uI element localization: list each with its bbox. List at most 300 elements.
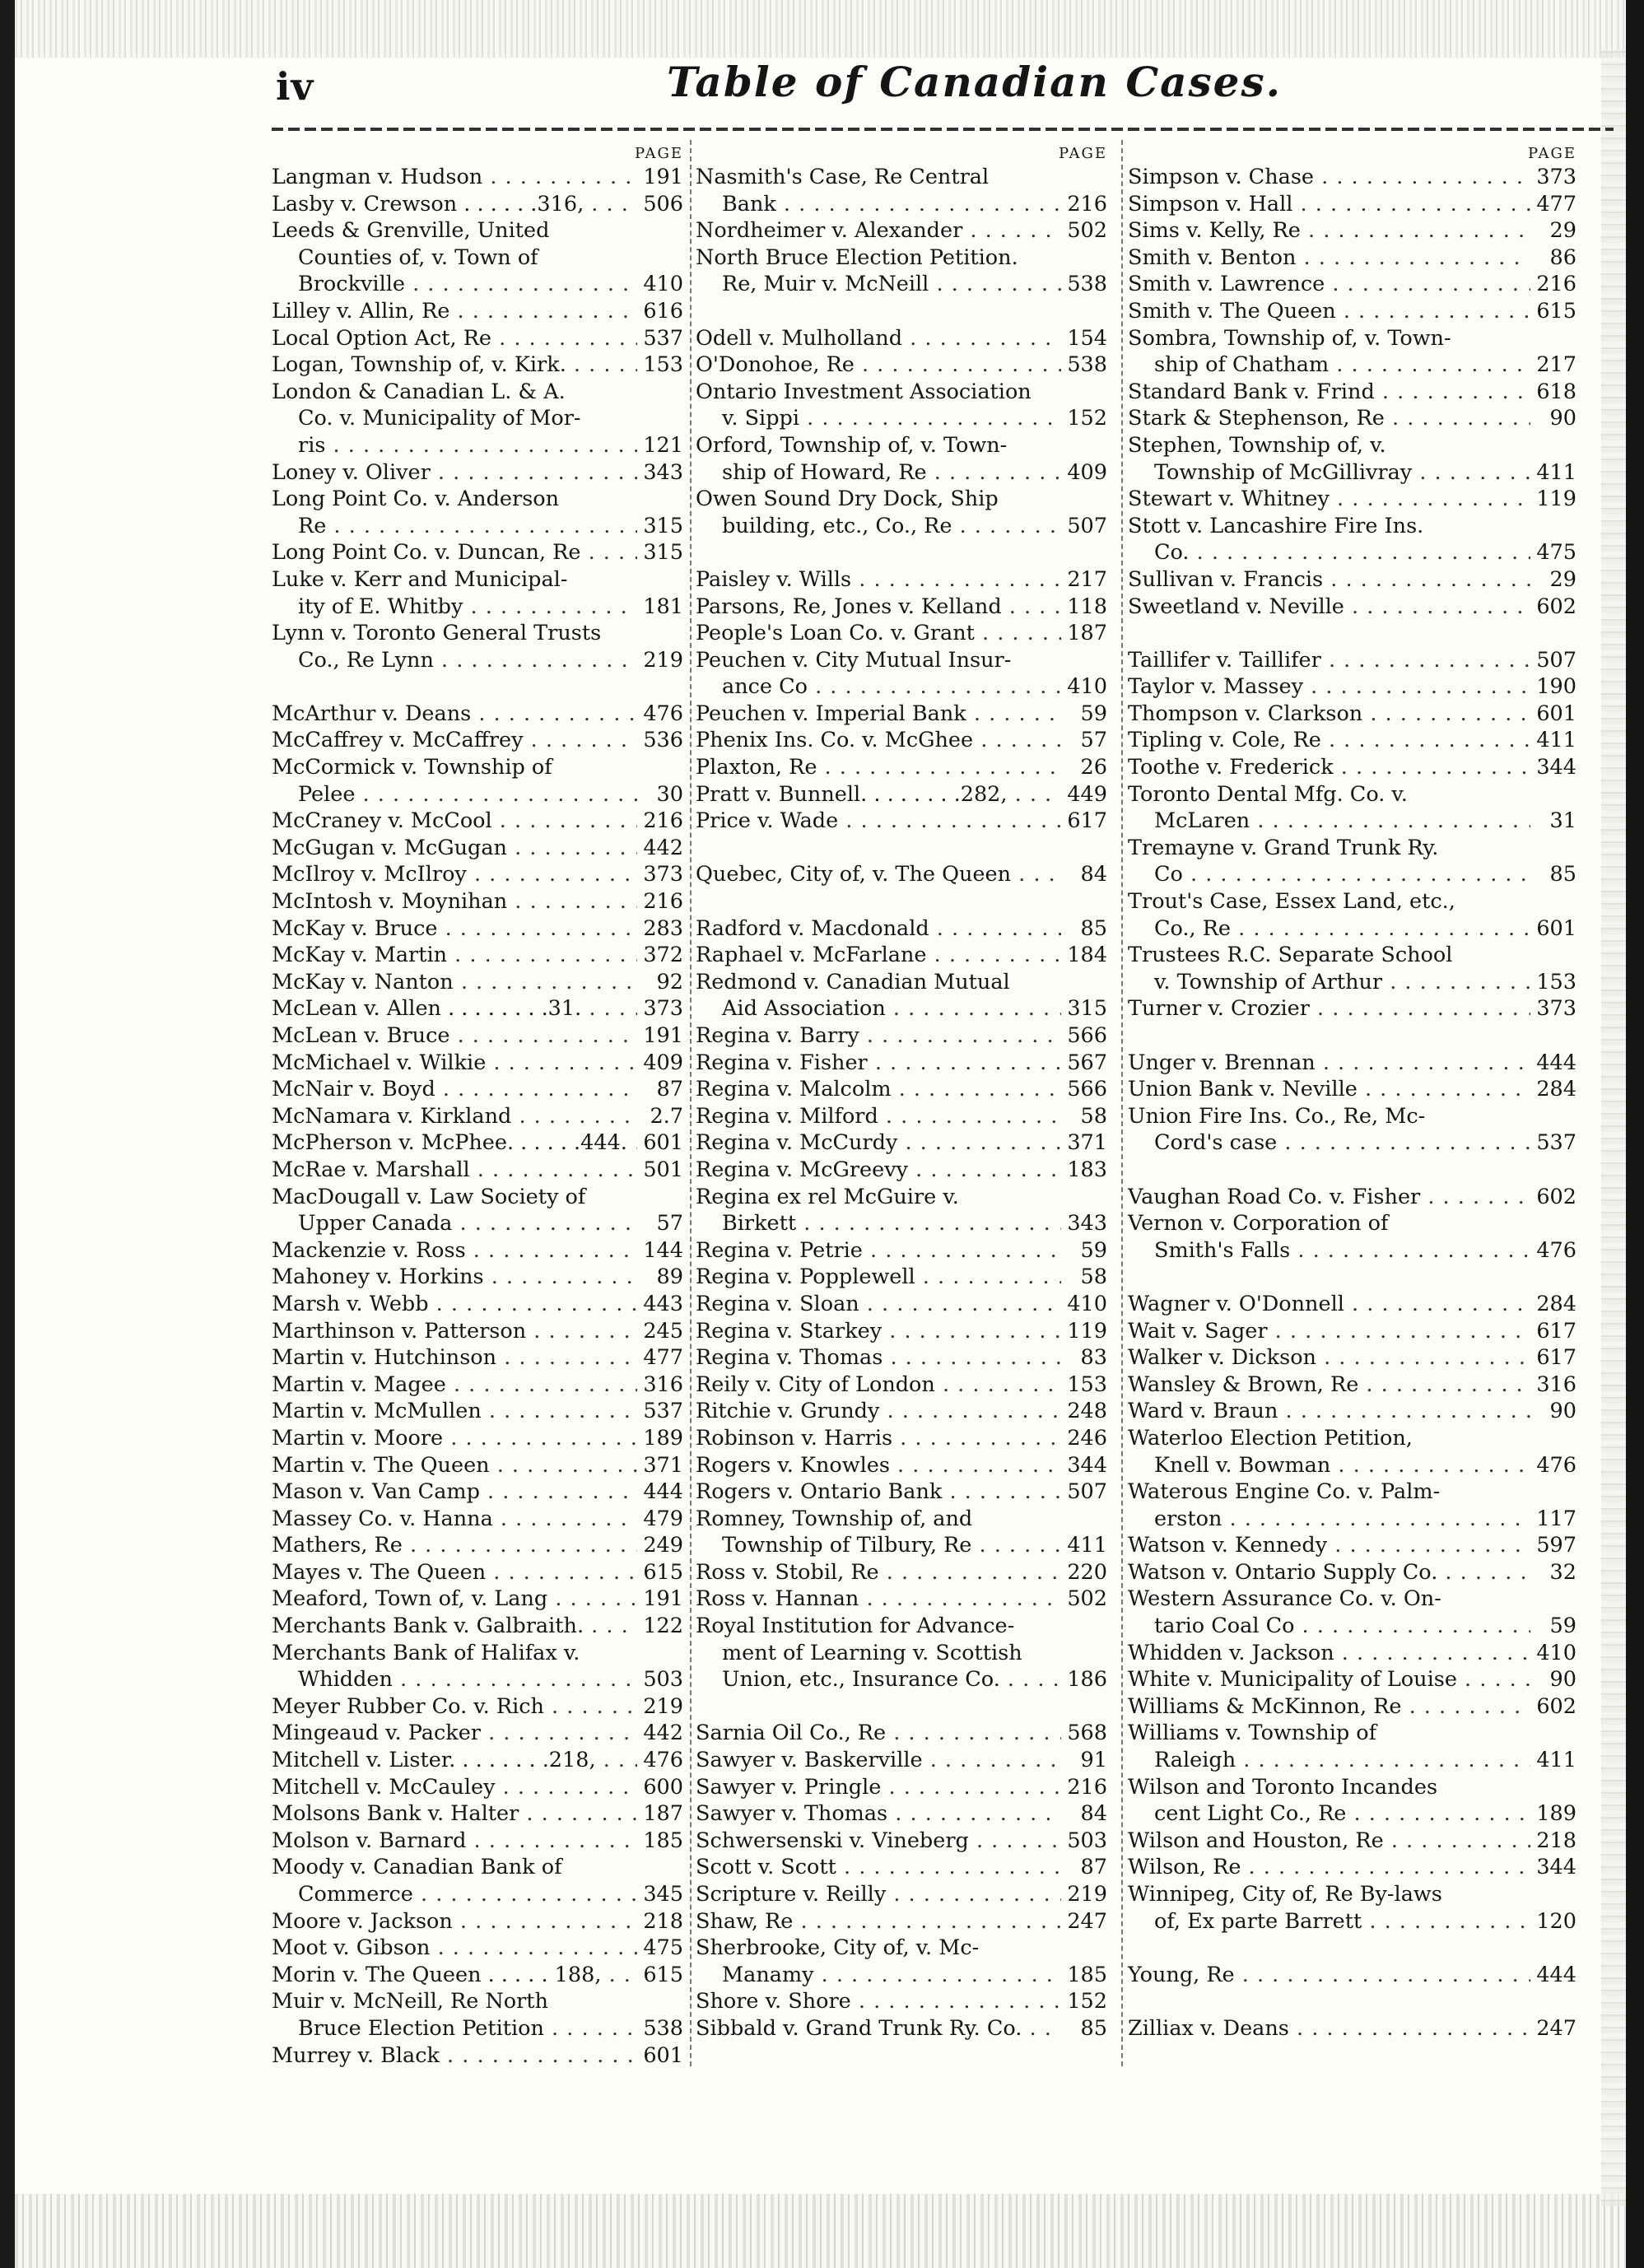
case-entry xyxy=(272,888,683,915)
case-entry xyxy=(696,325,1107,352)
scan-noise-bottom xyxy=(15,2194,1626,2268)
page-ref: 345 xyxy=(643,1882,683,1907)
page-ref: 216 xyxy=(1067,1774,1107,1800)
case-entry xyxy=(696,486,1107,513)
case-entry xyxy=(1128,888,1576,915)
page-ref: 246 xyxy=(1067,1425,1107,1451)
case-entry-continuation xyxy=(1128,352,1576,379)
page-ref: 601 xyxy=(1536,915,1576,941)
page-ref: 2.7 xyxy=(650,1103,683,1129)
case-entry xyxy=(272,1532,683,1559)
case-entry xyxy=(696,164,1107,191)
case-entry xyxy=(272,566,683,594)
page-ref: 217 xyxy=(1067,566,1107,592)
page-number: iv xyxy=(276,64,314,109)
case-entry xyxy=(696,754,1107,781)
case-name: Martin v. Magee . . . xyxy=(272,1372,637,1399)
case-name: Whidden . . . xyxy=(272,1666,637,1693)
case-name: Mitchell v. Lister. . . . . . . .218, . . . xyxy=(272,1747,637,1774)
case-entry-continuation xyxy=(272,432,683,459)
case-entry-continuation xyxy=(1128,1747,1576,1774)
index-column-2 xyxy=(696,144,1107,2042)
page-ref: 316 xyxy=(643,1372,683,1397)
case-name: Wansley & Brown, Re . . . xyxy=(1128,1372,1530,1399)
case-name: ship of Chatham . . . xyxy=(1128,352,1530,379)
page-ref: 475 xyxy=(643,1935,683,1961)
case-name: building, etc., Co., Re . . . xyxy=(696,513,1061,540)
page-ref: 32 xyxy=(1549,1559,1576,1585)
page-ref: 29 xyxy=(1549,566,1576,592)
case-name: Walker v. Dickson . . . xyxy=(1128,1344,1530,1372)
page-ref: 89 xyxy=(656,1264,683,1290)
case-name: Sombra, Township of, v. Town- xyxy=(1128,325,1451,351)
case-name: v. Township of Arthur . . . xyxy=(1128,969,1530,996)
page-ref: 154 xyxy=(1067,325,1107,351)
case-name: of, Ex parte Barrett . . . xyxy=(1128,1908,1530,1935)
entry-spacer xyxy=(696,539,1107,566)
case-entry xyxy=(1128,244,1576,272)
case-name: tario Coal Co . . . xyxy=(1128,1613,1530,1640)
case-entry xyxy=(1128,271,1576,298)
case-entry xyxy=(696,1800,1107,1828)
case-name: McLean v. Bruce . . . xyxy=(272,1022,637,1050)
case-name: Romney, Township of, and xyxy=(696,1506,973,1531)
case-name: Molson v. Barnard . . . xyxy=(272,1828,637,1855)
case-name: Owen Sound Dry Dock, Ship xyxy=(696,487,999,512)
case-entry-continuation xyxy=(272,513,683,540)
case-name: Wait v. Sager . . . xyxy=(1128,1318,1530,1345)
case-entry xyxy=(1128,1640,1576,1667)
page-ref: 601 xyxy=(643,2042,683,2068)
page-ref: 216 xyxy=(1536,272,1576,297)
case-entry xyxy=(1128,1774,1576,1801)
page-ref: 442 xyxy=(643,1721,683,1746)
case-name: Moot v. Gibson . . . xyxy=(272,1935,637,1962)
case-entry xyxy=(272,1800,683,1828)
case-entry xyxy=(696,620,1107,647)
case-name: Regina v. Thomas . . . xyxy=(696,1344,1061,1372)
case-entry xyxy=(1128,754,1576,781)
case-name: ship of Howard, Re . . . xyxy=(696,459,1061,487)
case-entry xyxy=(272,1050,683,1077)
case-entry xyxy=(272,1962,683,1989)
case-entry-continuation xyxy=(1128,861,1576,888)
case-name: Lynn v. Toronto General Trusts xyxy=(272,621,602,646)
page-ref: 284 xyxy=(1536,1291,1576,1316)
page-ref: 371 xyxy=(643,1452,683,1478)
page-ref: 476 xyxy=(1536,1452,1576,1478)
case-entry xyxy=(696,1747,1107,1774)
case-entry xyxy=(696,1613,1107,1640)
case-entry xyxy=(272,1479,683,1506)
case-name: Shore v. Shore . . . xyxy=(696,1988,1061,2015)
case-entry xyxy=(696,379,1107,406)
case-entry xyxy=(696,1720,1107,1747)
case-name: Mathers, Re . . . xyxy=(272,1532,637,1559)
page-ref: 57 xyxy=(1080,728,1107,753)
case-entry xyxy=(272,1559,683,1586)
case-name: Birkett . . . xyxy=(696,1210,1061,1237)
page-ref: 538 xyxy=(1067,272,1107,297)
page-ref: 411 xyxy=(1536,459,1576,485)
case-name: Winnipeg, City of, Re By-laws xyxy=(1128,1882,1442,1907)
page-ref: 371 xyxy=(1067,1130,1107,1156)
column-page-label: PAGE xyxy=(635,145,683,162)
page-ref: 410 xyxy=(643,272,683,297)
case-name: Waterous Engine Co. v. Palm- xyxy=(1128,1479,1441,1505)
page-ref: 410 xyxy=(1067,1291,1107,1316)
case-entry-continuation xyxy=(1128,969,1576,996)
case-name: Stephen, Township of, v. xyxy=(1128,432,1386,458)
case-name: Paisley v. Wills . . . xyxy=(696,566,1061,594)
page-ref: 617 xyxy=(1536,1318,1576,1344)
page-ref: 615 xyxy=(643,1559,683,1585)
page-ref: 601 xyxy=(1536,701,1576,726)
case-name: Redmond v. Canadian Mutual xyxy=(696,969,1010,994)
case-entry xyxy=(1128,1693,1576,1721)
page-ref: 343 xyxy=(1067,1211,1107,1236)
case-name: Unger v. Brennan . . . xyxy=(1128,1050,1530,1077)
page-ref: 443 xyxy=(643,1291,683,1316)
case-name: Mahoney v. Horkins . . . xyxy=(272,1264,637,1291)
case-name: Shaw, Re . . . xyxy=(696,1908,1061,1935)
scan-noise-top xyxy=(15,0,1626,58)
case-entry xyxy=(1128,594,1576,621)
case-entry xyxy=(272,1586,683,1613)
case-name: Young, Re . . . xyxy=(1128,1962,1530,1989)
case-name: Meyer Rubber Co. v. Rich . . . xyxy=(272,1693,637,1721)
case-name: McNair v. Boyd . . . xyxy=(272,1076,637,1103)
case-name: ance Co . . . xyxy=(696,673,1061,701)
case-entry xyxy=(272,835,683,862)
case-entry-continuation xyxy=(696,191,1107,218)
case-entry xyxy=(1128,486,1576,513)
page-ref: 410 xyxy=(1536,1640,1576,1665)
page-ref: 152 xyxy=(1067,406,1107,431)
case-entry xyxy=(1128,513,1576,540)
case-name: Waterloo Election Petition, xyxy=(1128,1425,1413,1451)
page-ref: 187 xyxy=(643,1801,683,1827)
case-name: Co. v. Municipality of Mor- xyxy=(298,406,581,431)
page-ref: 30 xyxy=(656,781,683,807)
case-name: Mason v. Van Camp . . . xyxy=(272,1479,637,1506)
case-entry xyxy=(696,1372,1107,1399)
case-entry xyxy=(696,861,1107,888)
case-name: v. Sippi . . . xyxy=(696,405,1061,432)
case-entry xyxy=(272,1720,683,1747)
case-name: Re, Muir v. McNeill . . . xyxy=(696,271,1061,298)
page-ref: 191 xyxy=(643,165,683,189)
case-name: Radford v. Macdonald . . . xyxy=(696,915,1061,943)
entry-spacer xyxy=(1128,1022,1576,1050)
page-ref: 31 xyxy=(1549,808,1576,834)
case-name: Martin v. Hutchinson . . . xyxy=(272,1344,637,1372)
entry-spacer xyxy=(1128,1935,1576,1962)
case-entry-continuation xyxy=(1128,1237,1576,1264)
page-ref: 538 xyxy=(643,2015,683,2041)
case-entry xyxy=(272,808,683,835)
case-name: McCraney v. McCool . . . xyxy=(272,808,637,835)
page-ref: 344 xyxy=(1536,1855,1576,1880)
case-entry xyxy=(1128,1291,1576,1318)
case-entry-continuation xyxy=(1128,1452,1576,1479)
entry-spacer xyxy=(1128,620,1576,647)
index-column-3 xyxy=(1128,144,1576,2042)
case-entry xyxy=(1128,325,1576,352)
case-name: Union Fire Ins. Co., Re, Mc- xyxy=(1128,1103,1426,1129)
page-ref: 59 xyxy=(1080,701,1107,726)
page-ref: 153 xyxy=(1536,969,1576,994)
case-entry xyxy=(696,1425,1107,1452)
page-ref: 217 xyxy=(1536,352,1576,378)
case-name: North Bruce Election Petition. xyxy=(696,244,1018,270)
case-name: Local Option Act, Re . . . xyxy=(272,325,637,352)
case-entry xyxy=(696,1479,1107,1506)
page-ref: 191 xyxy=(643,1586,683,1612)
page-ref: 597 xyxy=(1536,1533,1576,1558)
page-ref: 219 xyxy=(643,647,683,673)
case-entry xyxy=(272,1774,683,1801)
entry-spacer xyxy=(696,888,1107,915)
page-ref: 502 xyxy=(1067,218,1107,244)
case-entry xyxy=(272,486,683,513)
page-ref: 537 xyxy=(1536,1130,1576,1156)
page-ref: 617 xyxy=(1067,808,1107,834)
page-ref: 566 xyxy=(1067,1023,1107,1048)
case-name: People's Loan Co. v. Grant . . . xyxy=(696,620,1061,647)
case-entry xyxy=(696,942,1107,969)
case-entry xyxy=(696,244,1107,272)
case-entry xyxy=(696,1988,1107,2015)
case-entry xyxy=(272,459,683,487)
case-name: Stott v. Lancashire Fire Ins. xyxy=(1128,513,1424,538)
case-entry xyxy=(696,1935,1107,1962)
page-ref: 479 xyxy=(643,1506,683,1531)
case-name: Toronto Dental Mfg. Co. v. xyxy=(1128,781,1408,807)
page-ref: 502 xyxy=(1067,1586,1107,1612)
page-ref: 219 xyxy=(643,1693,683,1719)
case-name: McIntosh v. Moynihan . . . xyxy=(272,888,637,915)
case-name: McKay v. Martin . . . xyxy=(272,942,637,969)
case-entry xyxy=(696,647,1107,674)
page-ref: 315 xyxy=(643,540,683,566)
case-name: McMichael v. Wilkie . . . xyxy=(272,1050,637,1077)
case-entry xyxy=(1128,566,1576,594)
page-ref: 187 xyxy=(1067,621,1107,646)
case-entry xyxy=(696,1129,1107,1157)
case-name: Regina v. Popplewell . . . xyxy=(696,1264,1061,1291)
case-name: McPherson v. McPhee. . . . . .444. . . . xyxy=(272,1129,637,1157)
case-name: Regina ex rel McGuire v. xyxy=(696,1184,959,1209)
page-ref: 601 xyxy=(643,1130,683,1156)
page-ref: 602 xyxy=(1536,594,1576,619)
case-entry xyxy=(1128,1210,1576,1237)
case-entry xyxy=(272,701,683,728)
case-entry xyxy=(272,191,683,218)
page-ref: 58 xyxy=(1080,1264,1107,1290)
case-entry-continuation xyxy=(696,1666,1107,1693)
case-name: Mingeaud v. Packer . . . xyxy=(272,1720,637,1747)
case-name: Moore v. Jackson . . . xyxy=(272,1908,637,1935)
case-name: McLean v. Allen . . . . . . . .31. . . . xyxy=(272,995,637,1022)
case-entry xyxy=(1128,1828,1576,1855)
case-name: Sawyer v. Thomas . . . xyxy=(696,1800,1061,1828)
case-name: Schwersenski v. Vineberg . . . xyxy=(696,1828,1061,1855)
case-entry xyxy=(1128,942,1576,969)
case-name: Re . . . xyxy=(272,513,637,540)
case-entry-continuation xyxy=(272,781,683,808)
case-entry xyxy=(272,1237,683,1264)
case-entry xyxy=(1128,298,1576,325)
case-name: Mackenzie v. Ross . . . xyxy=(272,1237,637,1264)
page-ref: 476 xyxy=(1536,1237,1576,1263)
case-entry xyxy=(272,1129,683,1157)
case-name: Meaford, Town of, v. Lang . . . xyxy=(272,1586,637,1613)
column-divider xyxy=(1121,140,1123,2066)
case-entry xyxy=(1128,1344,1576,1372)
case-name: ris . . . xyxy=(272,432,637,459)
case-entry-continuation xyxy=(272,1881,683,1908)
case-entry xyxy=(272,915,683,943)
case-name: Raleigh . . . xyxy=(1128,1747,1530,1774)
case-entry xyxy=(272,969,683,996)
case-name: Simpson v. Chase . . . xyxy=(1128,164,1530,191)
case-name: Regina v. Petrie . . . xyxy=(696,1237,1061,1264)
page-ref: 248 xyxy=(1067,1399,1107,1424)
case-entry-continuation xyxy=(696,405,1107,432)
page-ref: 190 xyxy=(1536,674,1576,700)
case-entry xyxy=(1128,164,1576,191)
page-ref: 316 xyxy=(1536,1372,1576,1397)
case-name: Scripture v. Reilly . . . xyxy=(696,1881,1061,1908)
case-name: Watson v. Ontario Supply Co. . . . xyxy=(1128,1559,1530,1586)
page-ref: 92 xyxy=(656,969,683,994)
page-ref: 216 xyxy=(1067,191,1107,217)
case-entry xyxy=(696,1103,1107,1130)
case-entry xyxy=(1128,1479,1576,1506)
case-name: Quebec, City of, v. The Queen . . . xyxy=(696,861,1061,888)
page-ref: 373 xyxy=(1536,165,1576,189)
case-name: Co . . . xyxy=(1128,861,1530,888)
case-name: Regina v. Sloan . . . xyxy=(696,1291,1061,1318)
case-name: Commerce . . . xyxy=(272,1881,637,1908)
case-name: O'Donohoe, Re . . . xyxy=(696,352,1061,379)
page-ref: 409 xyxy=(1067,459,1107,485)
case-entry xyxy=(272,1506,683,1533)
case-name: McCormick v. Township of xyxy=(272,755,552,780)
case-entry xyxy=(1128,1720,1576,1747)
case-name: Union Bank v. Neville . . . xyxy=(1128,1076,1530,1103)
page-title: Table of Canadian Cases. xyxy=(667,58,1283,106)
case-name: McCaffrey v. McCaffrey . . . xyxy=(272,727,637,754)
case-entry-continuation xyxy=(272,647,683,674)
case-name: Moody v. Canadian Bank of xyxy=(272,1855,562,1880)
page-ref: 29 xyxy=(1549,218,1576,244)
case-entry-continuation xyxy=(696,513,1107,540)
page-ref: 315 xyxy=(1067,996,1107,1022)
case-name: Ritchie v. Grundy . . . xyxy=(696,1398,1061,1425)
page-ref: 566 xyxy=(1067,1077,1107,1102)
case-name: Morin v. The Queen . . . . . 188, . . . xyxy=(272,1962,637,1989)
page-ref: 444 xyxy=(1536,1050,1576,1075)
case-entry xyxy=(272,1372,683,1399)
case-name: Sawyer v. Baskerville . . . xyxy=(696,1747,1061,1774)
page-ref: 219 xyxy=(1067,1882,1107,1907)
case-entry xyxy=(1128,432,1576,459)
page-ref: 90 xyxy=(1549,1667,1576,1693)
case-entry xyxy=(272,1264,683,1291)
scan-border-right xyxy=(1626,0,1644,2268)
case-entry xyxy=(1128,1398,1576,1425)
entry-spacer xyxy=(696,835,1107,862)
case-name: Mayes v. The Queen . . . xyxy=(272,1559,637,1586)
case-entry xyxy=(696,1586,1107,1613)
case-name: Simpson v. Hall . . . xyxy=(1128,191,1530,218)
case-entry xyxy=(696,217,1107,244)
case-name: Smith's Falls . . . xyxy=(1128,1237,1530,1264)
case-name: Massey Co. v. Hanna . . . xyxy=(272,1506,637,1533)
case-entry xyxy=(696,1506,1107,1533)
page-ref: 86 xyxy=(1549,244,1576,270)
case-entry-continuation xyxy=(272,405,683,432)
case-entry xyxy=(272,539,683,566)
page-ref: 449 xyxy=(1067,781,1107,807)
page-ref: 26 xyxy=(1080,755,1107,780)
case-entry xyxy=(272,352,683,379)
case-entry xyxy=(696,1908,1107,1935)
case-name: Vaughan Road Co. v. Fisher . . . xyxy=(1128,1184,1530,1211)
case-entry xyxy=(696,1398,1107,1425)
case-entry-continuation xyxy=(696,1532,1107,1559)
case-name: Smith v. Lawrence . . . xyxy=(1128,271,1530,298)
case-name: Long Point Co. v. Duncan, Re . . . xyxy=(272,539,637,566)
page-ref: 617 xyxy=(1536,1345,1576,1371)
case-entry xyxy=(272,1425,683,1452)
case-name: Sherbrooke, City of, v. Mc- xyxy=(696,1935,980,1961)
page-ref: 119 xyxy=(1067,1318,1107,1344)
case-name: Sims v. Kelly, Re . . . xyxy=(1128,217,1530,244)
case-entry xyxy=(1128,1666,1576,1693)
case-entry xyxy=(1128,1184,1576,1211)
case-name: Knell v. Bowman . . . xyxy=(1128,1452,1530,1479)
page-ref: 183 xyxy=(1067,1157,1107,1182)
page-ref: 216 xyxy=(643,889,683,915)
page-ref: 84 xyxy=(1080,1801,1107,1827)
case-name: Marthinson v. Patterson . . . xyxy=(272,1318,637,1345)
scan-border-left xyxy=(0,0,15,2268)
case-name: Co. . . . xyxy=(1128,539,1530,566)
page-ref: 344 xyxy=(1536,755,1576,780)
page-ref: 90 xyxy=(1549,1399,1576,1424)
case-entry xyxy=(272,942,683,969)
case-entry xyxy=(696,1184,1107,1211)
page-ref: 185 xyxy=(643,1828,683,1853)
case-name: McRae v. Marshall . . . xyxy=(272,1157,637,1184)
page-ref: 58 xyxy=(1080,1103,1107,1129)
page-ref: 475 xyxy=(1536,540,1576,566)
case-entry xyxy=(272,1184,683,1211)
case-entry xyxy=(696,1881,1107,1908)
case-name: Merchants Bank of Halifax v. xyxy=(272,1640,580,1665)
case-name: Township of McGillivray . . . xyxy=(1128,459,1530,487)
case-entry xyxy=(1128,405,1576,432)
case-name: Regina v. McCurdy . . . xyxy=(696,1129,1061,1157)
case-entry xyxy=(272,1291,683,1318)
page-ref: 59 xyxy=(1549,1614,1576,1639)
case-entry xyxy=(272,1157,683,1184)
page-ref: 507 xyxy=(1067,513,1107,538)
page-ref: 373 xyxy=(1536,996,1576,1022)
